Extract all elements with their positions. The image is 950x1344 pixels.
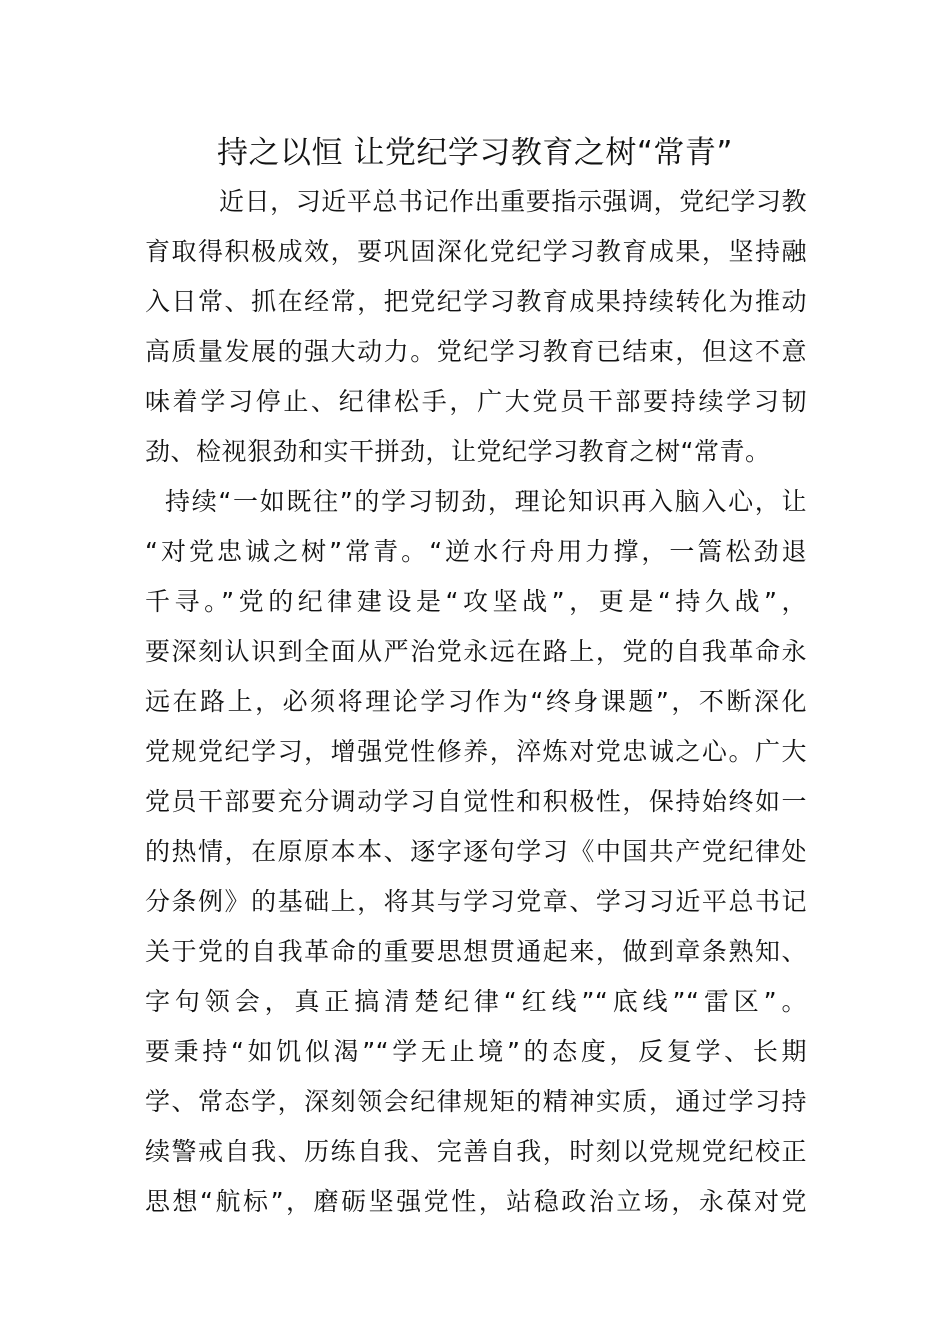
paragraph-line: 要秉持“如饥似渴”“学无止境”的态度，反复学、长期 xyxy=(145,1037,807,1066)
paragraph-line: 要深刻认识到全面从严治党永远在路上，党的自我革命永 xyxy=(145,637,807,666)
paragraph-line: 入日常、抓在经常，把党纪学习教育成果持续转化为推动 xyxy=(145,287,807,316)
paragraph-line: 学、常态学，深刻领会纪律规矩的精神实质，通过学习持 xyxy=(145,1087,807,1116)
document-title: 持之以恒 让党纪学习教育之树“常青” xyxy=(217,135,733,171)
document-body xyxy=(145,177,807,1227)
paragraph-line: 党规党纪学习，增强党性修养，淬炼对党忠诚之心。广大 xyxy=(145,737,807,766)
paragraph-line: 育取得积极成效，要巩固深化党纪学习教育成果，坚持融 xyxy=(145,237,807,266)
paragraph-line: 分条例》的基础上，将其与学习党章、学习习近平总书记 xyxy=(145,887,807,916)
paragraph-line: 续警戒自我、历练自我、完善自我，时刻以党规党纪校正 xyxy=(145,1137,807,1166)
paragraph-line: 字句领会，真正搞清楚纪律“红线”“底线”“雷区”。 xyxy=(145,987,807,1016)
paragraph-line: 千寻。”党的纪律建设是“攻坚战”，更是“持久战”， xyxy=(145,587,807,616)
paragraph-line: 的热情，在原原本本、逐字逐句学习《中国共产党纪律处 xyxy=(145,837,807,866)
paragraph-line: 关于党的自我革命的重要思想贯通起来，做到章条熟知、 xyxy=(145,937,807,966)
paragraph-line: 味着学习停止、纪律松手，广大党员干部要持续学习韧 xyxy=(145,387,807,416)
paragraph-line: 劲、检视狠劲和实干拼劲，让党纪学习教育之树“常青。 xyxy=(145,437,771,466)
paragraph-line: 持续“一如既往”的学习韧劲，理论知识再入脑入心，让 xyxy=(165,487,807,516)
paragraph-line: 高质量发展的强大动力。党纪学习教育已结束，但这不意 xyxy=(145,337,807,366)
paragraph-line: 党员干部要充分调动学习自觉性和积极性，保持始终如一 xyxy=(145,787,807,816)
paragraph-line: 思想“航标”，磨砺坚强党性，站稳政治立场，永葆对党 xyxy=(145,1187,807,1216)
paragraph-line: 远在路上，必须将理论学习作为“终身课题”，不断深化 xyxy=(145,687,807,716)
paragraph-line: 近日，习近平总书记作出重要指示强调，党纪学习教 xyxy=(219,187,807,216)
paragraph-line: “对党忠诚之树”常青。“逆水行舟用力撑，一篙松劲退 xyxy=(145,537,807,566)
